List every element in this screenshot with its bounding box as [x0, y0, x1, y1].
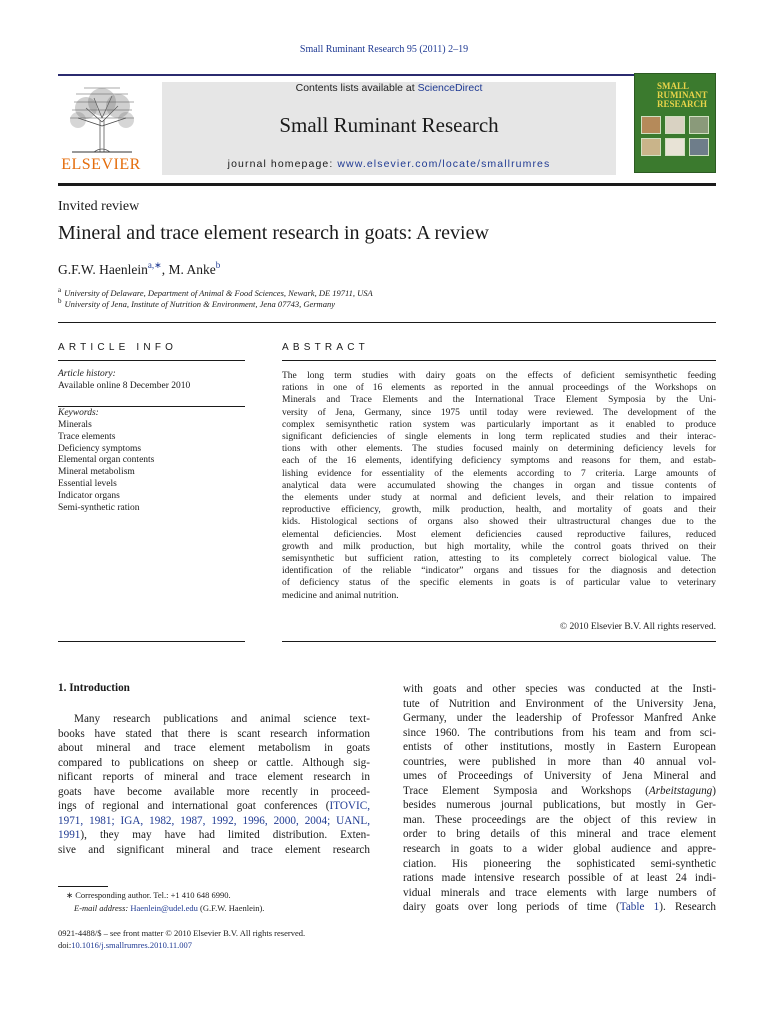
abstract-line: semisynthetic but sufficient ration, attesting to its completely correct biological value. The: [282, 554, 716, 565]
body-line: [403, 697, 716, 712]
body-text: umes of Proceedings of University of Jena Mineral and: [403, 770, 716, 783]
abstract-line: versity of Jena, Germany, since 1975 until today were reviewed. The development of the: [282, 407, 716, 418]
cover-photo: [689, 116, 709, 134]
affiliation-text: University of Delaware, Department of Animal & Food Sciences, Newark, DE 19711, USA: [64, 287, 373, 298]
cover-photo: [641, 116, 661, 134]
body-italic: Arbeitstagung: [648, 784, 713, 797]
abstract-line: complex semisynthetic ration system was particularly important as it enabled to produce: [282, 419, 716, 430]
body-line: [403, 842, 716, 857]
header-rule: [58, 74, 716, 76]
body-text: ciation. His pioneering the sophisticated semi-synthetic: [403, 857, 716, 870]
body-text: ings of regional and international goat conferences (: [58, 800, 330, 813]
footnote-rule: [58, 886, 108, 887]
abstract-copyright: © 2010 Elsevier B.V. All rights reserved.: [559, 622, 716, 632]
abstract-body: [282, 370, 716, 602]
affiliation-text: University of Jena, Institute of Nutrition & Environment, Jena 07743, Germany: [64, 298, 335, 309]
abstract-line: the elements under study at normal and deficient levels, and their relation to impaired: [282, 493, 716, 504]
homepage-line: [162, 158, 616, 170]
keyword-item: Essential levels: [58, 478, 117, 489]
body-text: since 1960. The contributions from his team and from sci-: [403, 726, 716, 739]
body-line: [403, 871, 716, 886]
body-line: [403, 711, 716, 726]
abstract-line: elemental deficiencies. Most element deficiencies caused reproductive failures, reduced: [282, 529, 716, 540]
email-note: [74, 903, 264, 913]
body-text: order to bring details of this mineral and trace element: [403, 828, 716, 841]
body-line: [403, 813, 716, 828]
journal-cover-image[interactable]: [634, 73, 716, 173]
abstract-line: lishing evidence for essentiality of the elements according to 7 criteria. Large amounts of: [282, 468, 716, 479]
body-line: [58, 843, 370, 858]
elsevier-wordmark: ELSEVIER: [61, 156, 141, 173]
body-line: [58, 814, 370, 829]
abstract-line: significant deficiencies of single elements in long term replicated studies and their interac-: [282, 432, 716, 443]
history-label: Article history:: [58, 369, 116, 379]
abstract-line: identification of the reliable “indicator” organs and tissues for the diagnosis and detection: [282, 566, 716, 577]
article-title: Mineral and trace element research in goats: A review: [58, 222, 489, 244]
cover-photo: [689, 138, 709, 156]
body-text: ), they may have had limited distribution. Exten-: [80, 829, 370, 842]
body-text: rations made intensive research possible of at least 24 indi-: [403, 872, 716, 885]
body-text: about mineral and trace element metabolism in goats: [58, 742, 370, 755]
body-line: [58, 741, 370, 756]
body-line: [403, 886, 716, 901]
body-text: goats have become available more recently in proceed-: [58, 785, 370, 798]
body-line: [403, 682, 716, 697]
keywords-label: Keywords:: [58, 408, 99, 418]
article-info-heading: ARTICLE INFO: [58, 342, 178, 353]
front-matter-note: 0921-4488/$ – see front matter © 2010 Elsevier B.V. All rights reserved.: [58, 928, 306, 938]
doi-link[interactable]: 10.1016/j.smallrumres.2010.11.007: [71, 940, 193, 950]
body-line: [403, 726, 716, 741]
sciencedirect-link[interactable]: ScienceDirect: [417, 82, 483, 94]
divider: [58, 360, 245, 361]
header-thick-rule: [58, 183, 716, 186]
elsevier-logo[interactable]: [58, 82, 144, 176]
body-line: [403, 827, 716, 842]
author-name: M. Anke: [168, 262, 216, 277]
abstract-line: kids. Histological sections of organs also showed their ultrastructural changes due to the: [282, 517, 716, 528]
keyword-item: Elemental organ contents: [58, 455, 155, 466]
body-line: [58, 828, 370, 843]
author-name: G.F.W. Haenlein: [58, 262, 148, 277]
contents-line: [162, 82, 616, 94]
keyword-item: Deficiency symptoms: [58, 443, 142, 454]
journal-title: Small Ruminant Research: [279, 113, 499, 137]
cover-photo: [665, 138, 685, 156]
section-heading: 1. Introduction: [58, 682, 130, 694]
body-column-right: [403, 682, 716, 915]
citation-link[interactable]: Table 1: [619, 901, 660, 914]
abstract-line: growth and milk production, but high mortality, while the control goats thrived on their: [282, 541, 716, 552]
abstract-line: rations in one of 16 elements as reported in the annual proceedings of the Workshops on: [282, 383, 716, 394]
homepage-prefix: journal homepage:: [227, 158, 334, 170]
body-line: [403, 900, 716, 915]
body-text: Trace Element Symposia and Workshops (: [403, 784, 649, 797]
divider: [282, 641, 716, 642]
citation-link[interactable]: 1991: [58, 829, 81, 842]
cover-title: SMALL RUMINANT RESEARCH: [657, 81, 708, 109]
affiliation-mark: b: [58, 297, 62, 305]
body-line: [58, 712, 370, 727]
body-text: tute of Nutrition and Environment of the University Jena,: [403, 697, 716, 710]
divider: [58, 406, 245, 407]
body-line: [403, 740, 716, 755]
body-text: entists of other institutions, mostly in Eastern European: [403, 741, 716, 754]
body-text: Many research publications and animal science text-: [74, 713, 370, 725]
running-head[interactable]: Small Ruminant Research 95 (2011) 2–19: [299, 44, 469, 55]
email-suffix: (G.F.W. Haenlein).: [200, 903, 265, 913]
divider: [58, 641, 245, 642]
author-list: [58, 260, 220, 278]
affiliation: [58, 297, 335, 309]
homepage-link[interactable]: www.elsevier.com/locate/smallrumres: [337, 158, 551, 170]
abstract-line: Minerals and Trace Elements and the International Trace Element Symposia by the Uni-: [282, 395, 716, 406]
contents-prefix: Contents lists available at: [295, 82, 415, 94]
elsevier-tree-icon: [64, 82, 140, 154]
abstract-line: The long term studies with dairy goats on the effects of deficient semisynthetic feeding: [282, 371, 716, 381]
body-text: sive and significant mineral and trace element research: [58, 843, 370, 856]
keyword-item: Trace elements: [58, 431, 116, 442]
keyword-item: Semi-synthetic ration: [58, 502, 140, 513]
abstract-heading: ABSTRACT: [282, 342, 369, 353]
body-text: with goats and other species was conducted at the Insti-: [403, 683, 716, 695]
body-column-left: [58, 712, 370, 857]
body-text: man. These proceedings are the object of this review in: [403, 813, 716, 826]
body-line: [403, 755, 716, 770]
corresponding-author-note: [66, 890, 231, 901]
abstract-line: each of the 16 elements, identifying deficiency symptoms and reasons for them, and estab-: [282, 456, 716, 467]
body-line: [58, 770, 370, 785]
abstract-line: analytical data were accumulated showing the changes in organ and tissue contents of: [282, 480, 716, 491]
body-text: vidual minerals and trace elements with large numbers of: [403, 886, 716, 899]
body-line: [58, 727, 370, 742]
body-line: [403, 769, 716, 784]
abstract-line: of deficiency status of the specific elements in goats is of particular value to veterinary: [282, 578, 716, 589]
abstract-line: medicine and animal nutrition.: [282, 590, 399, 601]
keyword-item: Minerals: [58, 420, 92, 430]
keyword-item: Mineral metabolism: [58, 467, 135, 478]
cover-photo: [641, 138, 661, 156]
body-text: countries, were published in more than 40 annual vol-: [403, 755, 716, 768]
body-text: compared to publications on sheep or cattle. Although sig-: [58, 756, 370, 769]
body-line: [403, 857, 716, 872]
doi-prefix: doi:: [58, 940, 72, 950]
article-type: Invited review: [58, 199, 140, 214]
body-line: [403, 784, 716, 799]
email-link[interactable]: Haenlein@udel.edu: [130, 903, 198, 913]
doi-note: [58, 940, 192, 950]
author-affiliation-mark[interactable]: a,∗: [147, 260, 162, 270]
cover-photo: [665, 116, 685, 134]
keywords-list: [58, 420, 154, 514]
author-separator: ,: [161, 262, 169, 277]
citation-link[interactable]: ITOVIC,: [329, 800, 370, 813]
history-value: Available online 8 December 2010: [58, 381, 191, 391]
body-text: ): [712, 784, 716, 797]
body-text: dairy goats over long periods of time (: [403, 901, 620, 914]
abstract-line: tions with other elements. The studies focused mainly on determining deficiency levels for: [282, 444, 716, 455]
corresponding-text: Corresponding author. Tel.: +1 410 648 6990.: [75, 890, 231, 900]
body-text: besides numerous journal publications, but mostly in Ger-: [403, 799, 716, 812]
body-text: Germany, under the leadership of Professor Manfred Anke: [403, 712, 716, 725]
email-label: E-mail address:: [74, 903, 129, 913]
body-line: [58, 799, 370, 814]
body-text: ). Research: [659, 901, 717, 914]
body-line: [58, 785, 370, 800]
body-text: nificant reports of mineral and trace element research in: [58, 771, 370, 784]
keyword-item: Indicator organs: [58, 490, 120, 501]
abstract-line: reproductive efficiency, growth, milk production, health, and mortality of goats and their: [282, 505, 716, 516]
body-text: research in goats to a wider global audience and appre-: [403, 843, 716, 856]
body-line: [58, 756, 370, 771]
citation-link[interactable]: 1971, 1981; IGA, 1982, 1987, 1992, 1996, 2000, 2004; UANL,: [58, 814, 370, 827]
author-affiliation-mark[interactable]: b: [215, 260, 221, 270]
affiliation-mark: a: [58, 286, 62, 294]
body-text: books have stated that there is scant research information: [58, 727, 370, 740]
body-line: [403, 798, 716, 813]
divider: [282, 360, 716, 361]
divider: [58, 322, 716, 323]
footnote-mark: ∗: [66, 890, 74, 900]
